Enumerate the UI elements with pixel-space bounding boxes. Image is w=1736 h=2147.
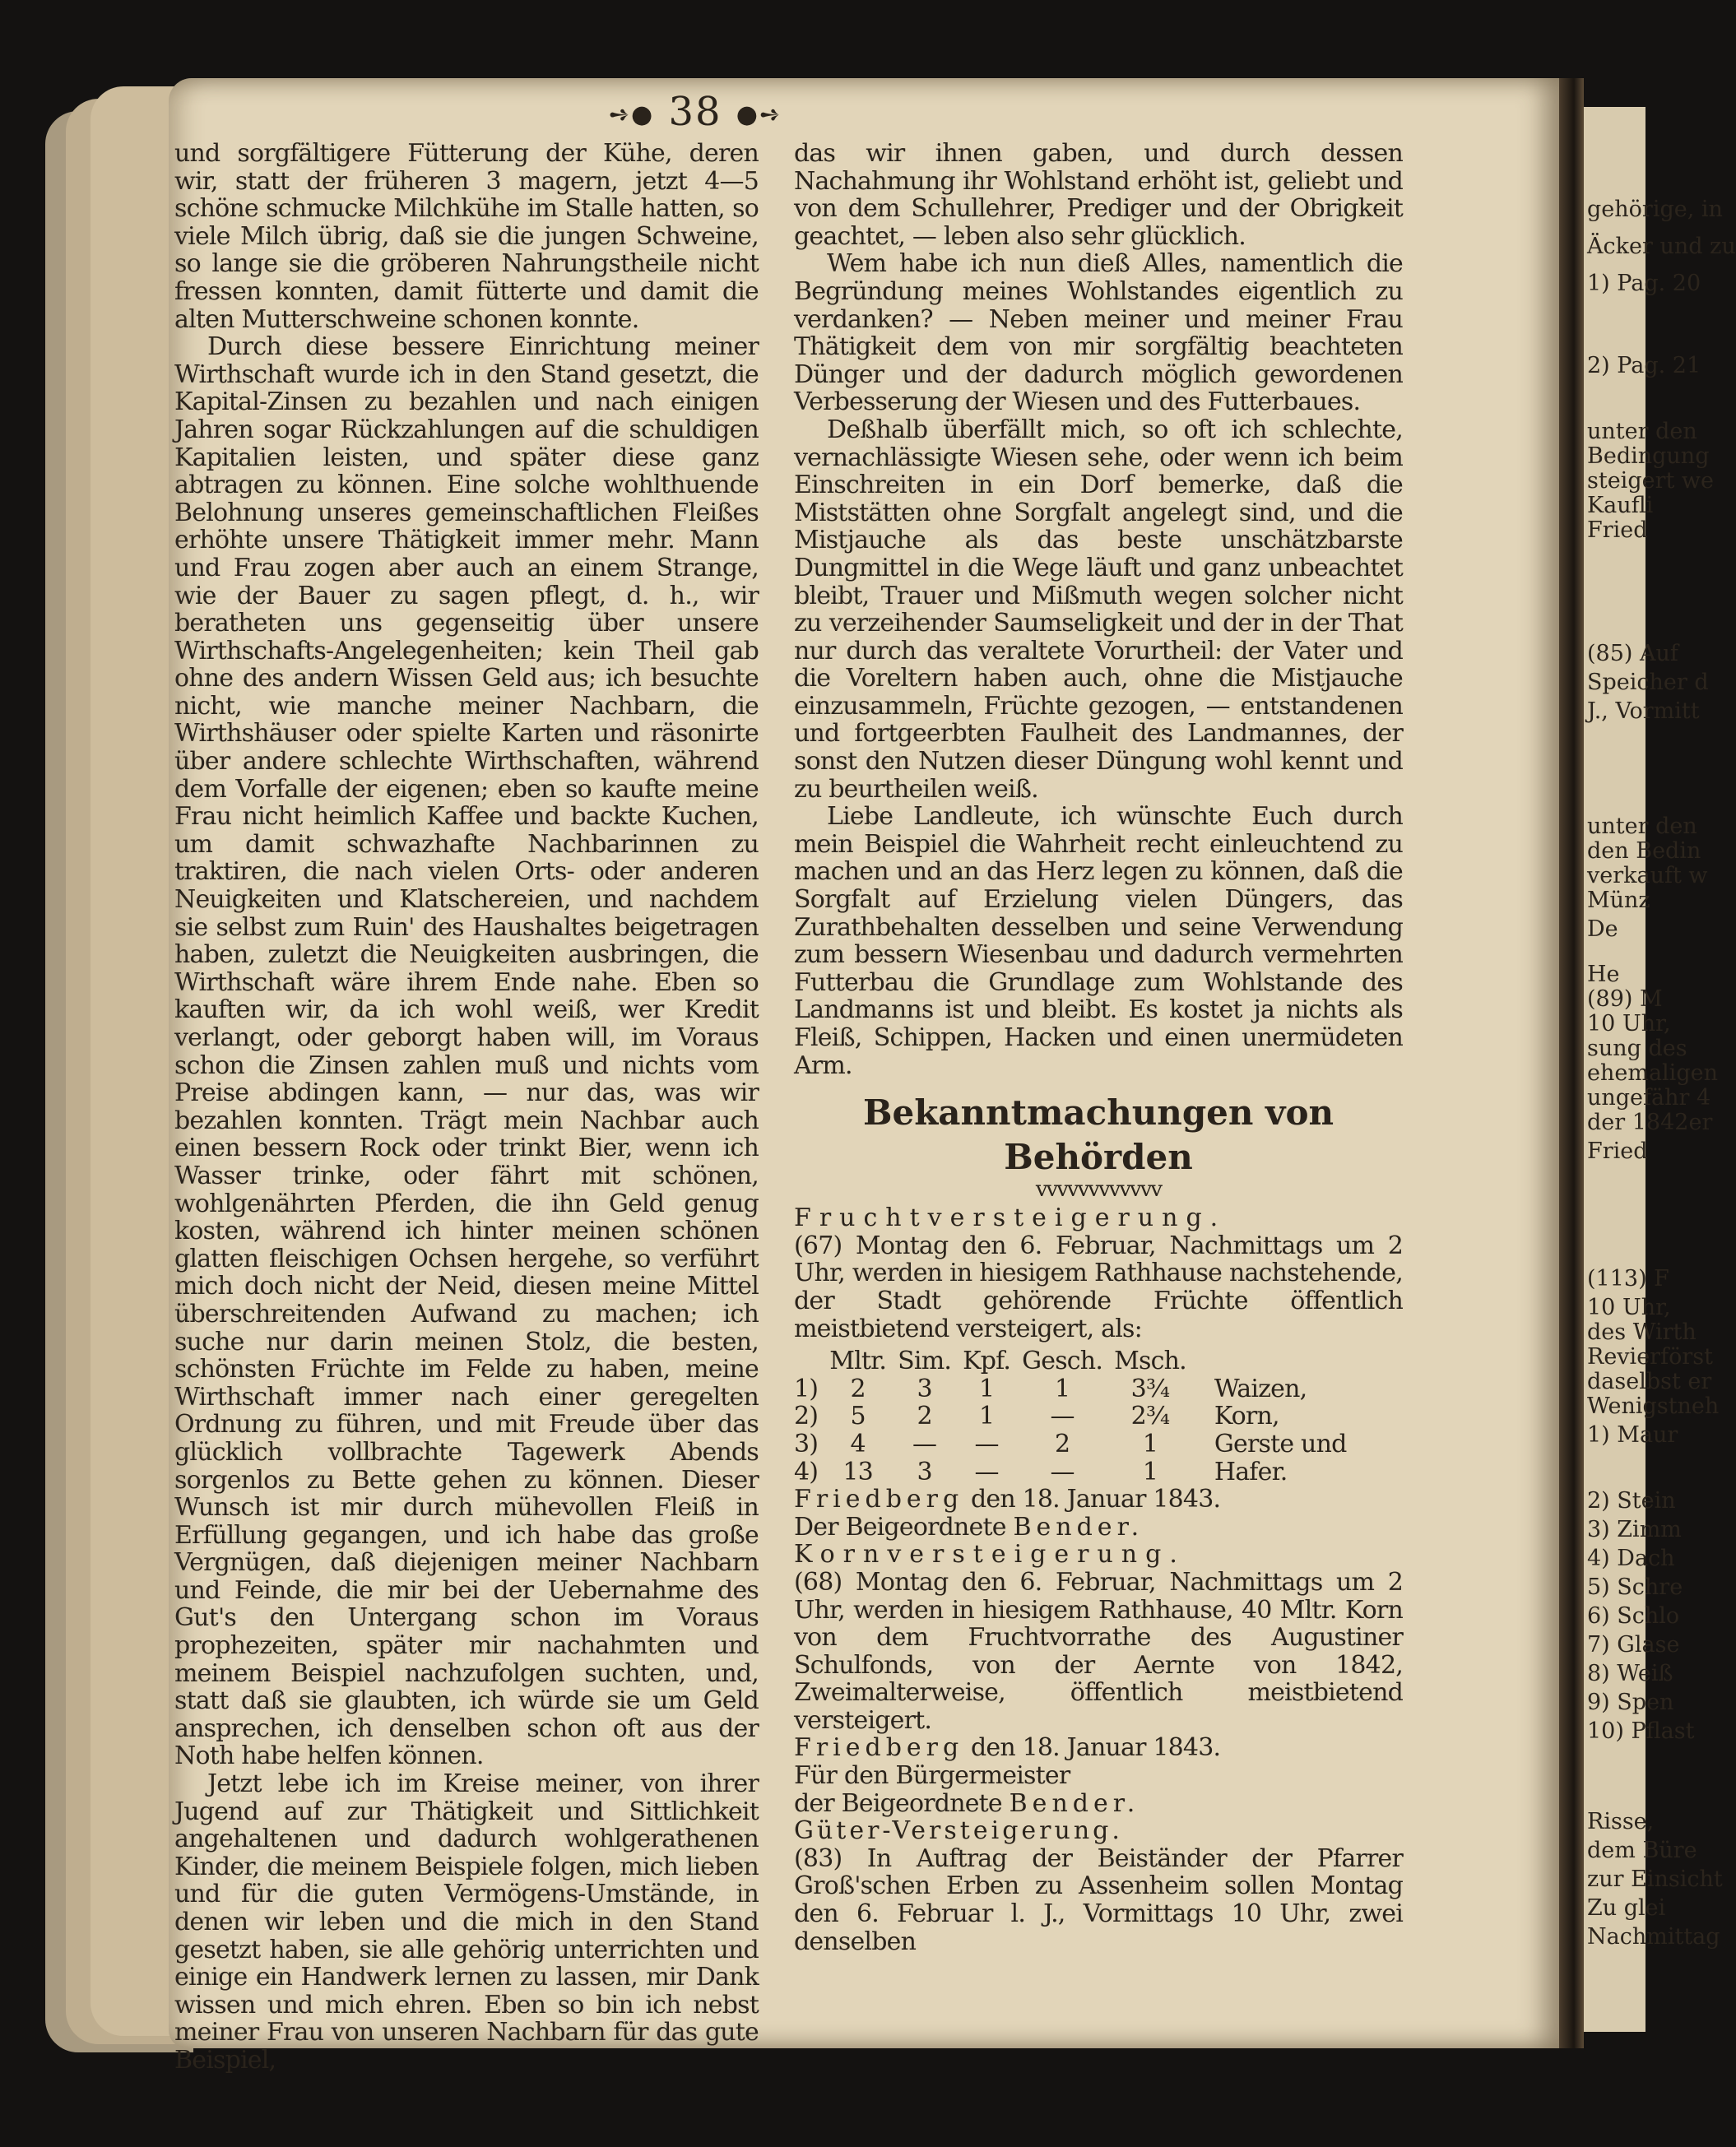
next-page-fragment: De — [1587, 916, 1618, 942]
next-page-fragment: Münz — [1587, 888, 1650, 913]
table-header-cell — [1198, 1347, 1358, 1375]
paragraph: Liebe Landleute, ich wünschte Euch durch mein Beispiel die Wahrheit recht einleuchtend zu machen und an das Herz legen zu können, daß die Sorgfalt auf Erzielung vielen Düngers, das Zurathbehalten desselben und seine Verwendung zum bessern Wiesenbau und dadurch vermehrten Futterbau die Grundlage zum Wohlstande des Landmanns ist und bleibt. Es kostet ja nichts als Fleiß, Schippen, Hacken und einen unermüdeten Arm. — [794, 802, 1403, 1080]
paragraph: Wem habe ich nun dieß Alles, namentlich die Begründung meines Wohlstandes eigentlich zu verdanken? — Neben meiner und meiner Frau Thätigkeit dem von mir sorgfältig beachteten Dünger und der dadurch möglich gewordenen Verbesserung der Wiesen und des Futterbaues. — [794, 249, 1403, 417]
next-page-fragment: 1) Maur — [1587, 1422, 1678, 1448]
next-page-fragment: steigert we — [1587, 468, 1715, 494]
next-page-fragment: Speicher d — [1587, 670, 1709, 695]
table-cell: — — [974, 1457, 999, 1486]
table-row — [794, 1375, 1358, 1403]
section-ornament: vvvvvvvvvvvv — [1035, 1177, 1162, 1203]
table-header-cell: Gesch. — [1022, 1347, 1103, 1376]
notice-text: (83) In Auftrag der Beiständer der Pfarrer Groß'schen Erben zu Assenheim sollen Montag den 6. Februar l. J., Vormittags 10 Uhr, zwei denselben — [794, 1843, 1403, 1956]
notice-text: (67) Montag den 6. Februar, Nachmittags um 2 Uhr, werden in hiesigem Rathhause nachstehende, der Stadt gehörende Früchte öffentlich meistbietend versteigert, als: — [794, 1231, 1403, 1343]
next-page-fragment: dem Büre — [1587, 1838, 1697, 1863]
table-header-cell: Msch. — [1114, 1347, 1186, 1376]
next-page-fragment: 10 Uhr, — [1587, 1295, 1671, 1320]
table-cell: 1 — [1054, 1374, 1070, 1403]
table-cell: 1 — [1142, 1429, 1158, 1458]
table-row — [794, 1458, 1358, 1486]
notice-date — [794, 1734, 1403, 1762]
table-header-cell: Kpf. — [963, 1347, 1011, 1376]
table-cell: 3¾ — [1130, 1374, 1170, 1403]
next-page-fragment: daselbst er — [1587, 1369, 1712, 1394]
next-page-fragment: Fried — [1587, 517, 1648, 543]
table-cell: 4 — [850, 1429, 866, 1458]
table-cell: 3 — [917, 1457, 932, 1486]
next-page-fragment: Zu glei — [1587, 1895, 1666, 1921]
next-page-fragment: 2) Stein — [1587, 1488, 1676, 1514]
next-page-fragment: 10) Pflast — [1587, 1718, 1695, 1744]
notice-heading: Güter-Versteigerung. — [794, 1816, 1123, 1846]
table-cell: Korn, — [1214, 1402, 1279, 1431]
next-page-fragment: 2) Pag. 21 — [1587, 353, 1701, 378]
signature-name: Bender. — [1013, 1512, 1144, 1542]
next-page-fragment: unter den — [1587, 419, 1697, 444]
grain-table — [794, 1347, 1358, 1486]
table-cell: 5 — [850, 1402, 866, 1431]
next-page-fragment: Wenigstneh — [1587, 1393, 1720, 1419]
notice-text: (68) Montag den 6. Februar, Nachmittags um 2 Uhr, werden in hiesigem Rathhause, 40 Mltr. Korn von dem Fruchtvorrathe des Augustiner Schulfonds, von der Aernte von 1842, Zweimalterweise, öffentlich meistbietend versteigert. — [794, 1567, 1403, 1735]
signature-label: Der Beigeordnete — [794, 1512, 1006, 1542]
table-header-row — [794, 1347, 1358, 1375]
table-row — [794, 1431, 1358, 1458]
next-page-fragment: (89) M — [1587, 986, 1663, 1012]
next-page-fragment: 6) Schlo — [1587, 1603, 1680, 1629]
table-cell: 1 — [1142, 1457, 1158, 1486]
next-page-fragment: He — [1587, 962, 1620, 987]
paragraph: Deßhalb überfällt mich, so oft ich schlechte, vernachlässigte Wiesen sehe, oder wenn ich beim Einschreiten in ein Dorf bemerke, daß die Miststätten ohne Sorgfalt angelegt sind, und die Mistjauche als das beste unschätzbarste Dungmittel in die Wege läuft und ganz unbeachtet bleibt, Trauer und Mißmuth wegen solcher nicht zu verzeihender Saumseligkeit und der in der That nur durch das veraltete Vorurtheil: der Vater und die Voreltern haben auch, ohne die Mistjauche einzusammeln, Früchte gezogen, — entstandenen und fortgeerbten Faulheit des Landmannes, der sonst den Nutzen dieser Düngung wohl kennt und zu beurtheilen weiß. — [794, 415, 1403, 804]
table-cell: 3 — [917, 1374, 932, 1403]
next-page-fragment: des Wirth — [1587, 1319, 1697, 1345]
paragraph: Jetzt lebe ich im Kreise meiner, von ihrer Jugend auf zur Thätigkeit und Sittlichkeit angehaltenen und dadurch wohlgerathenen Kinder, die meinem Beispiele folgen, mich lieben und für die guten Vermögens-Umstände, in denen wir leben und die mich in den Stand gesetzt haben, sie alle gehörig unterrichten und einige ein Handwerk lernen zu lassen, mir Dank wissen und mich ehren. Eben so bin ich nebst meiner Frau von unseren Nachbarn für das gute Beispiel, — [174, 1769, 759, 2075]
next-page-fragment: 1) Pag. 20 — [1587, 271, 1701, 296]
table-cell: — — [1050, 1402, 1075, 1431]
signature-label: der Beigeordnete — [794, 1788, 1002, 1818]
table-cell: — — [1050, 1457, 1075, 1486]
notice-signature — [794, 1790, 1403, 1818]
table-cell: — — [974, 1429, 999, 1458]
notice-signature-line: Für den Bürgermeister — [794, 1761, 1070, 1791]
next-page-fragment: gehörige, in — [1587, 197, 1723, 222]
next-page-fragment: ehemaligen — [1587, 1060, 1718, 1086]
date-text: den 18. Januar 1843. — [970, 1733, 1221, 1763]
table-header-cell — [794, 1347, 829, 1375]
next-page-fragment: Revierförst — [1587, 1344, 1713, 1370]
date-text: den 18. Januar 1843. — [970, 1485, 1221, 1514]
table-header-cell: Sim. — [898, 1347, 952, 1376]
table-cell: 4) — [794, 1457, 819, 1486]
table-cell: 1 — [978, 1374, 995, 1403]
next-page-fragment: Bedingung — [1587, 443, 1710, 469]
next-page-fragment: 9) Spen — [1587, 1690, 1674, 1715]
signature-name: Bender. — [1009, 1788, 1140, 1818]
next-page-fragment: 4) Dach — [1587, 1546, 1675, 1571]
next-page-fragment: 8) Weiß — [1587, 1661, 1673, 1686]
next-page-fragment: verkauft w — [1587, 863, 1708, 888]
date-place: Friedberg — [794, 1485, 964, 1514]
table-row — [794, 1403, 1358, 1431]
header-ornament-icon: ➺● — [608, 100, 655, 129]
table-cell: 1 — [978, 1402, 995, 1431]
table-cell: Gerste und — [1214, 1429, 1347, 1458]
next-page-fragment: Fried — [1587, 1138, 1648, 1164]
next-page-fragment: sung des — [1587, 1036, 1687, 1061]
table-cell: 2¾ — [1130, 1402, 1170, 1431]
table-header-cell: Mltr. — [829, 1347, 887, 1376]
next-page-fragment: zur Einsicht — [1587, 1866, 1723, 1892]
next-page-fragment: 7) Glase — [1587, 1632, 1680, 1658]
header-ornament-icon: ●➺ — [736, 100, 782, 129]
page-header — [0, 89, 1390, 135]
next-page-fragment: Kaufli — [1587, 493, 1654, 518]
notice-heading: Fruchtversteigerung. — [794, 1203, 1227, 1233]
right-column — [794, 140, 1403, 1955]
left-column — [174, 140, 759, 2075]
next-page-fragment: (85) Auf — [1587, 641, 1678, 666]
notice-date — [794, 1486, 1403, 1514]
next-page-fragment: 10 Uhr, — [1587, 1011, 1671, 1036]
next-page-fragment: ungefähr 4 — [1587, 1085, 1711, 1111]
table-cell: — — [912, 1429, 937, 1458]
table-cell: 13 — [842, 1457, 873, 1486]
paragraph: das wir ihnen gaben, und durch dessen Nachahmung ihr Wohlstand erhöht ist, geliebt und von dem Schullehrer, Prediger und der Obrigkeit geachtet, — leben also sehr glücklich. — [794, 139, 1403, 251]
next-page-fragment: der 1842er — [1587, 1110, 1713, 1135]
table-cell: 3) — [794, 1429, 819, 1458]
page-number: 38 — [668, 89, 722, 135]
table-cell: 2 — [917, 1402, 932, 1431]
table-cell: 1) — [794, 1374, 819, 1403]
next-page-fragment: 3) Zimm — [1587, 1517, 1682, 1542]
date-place: Friedberg — [794, 1733, 964, 1763]
table-cell: Waizen, — [1214, 1374, 1307, 1403]
paragraph: Durch diese bessere Einrichtung meiner Wirthschaft wurde ich in den Stand gesetzt, die Kapital-Zinsen zu bezahlen und nach einigen Jahren sogar Rückzahlungen auf die schuldigen Kapitalien leisten, und später diese ganz abtragen zu können. Eine solche wohlthuende Belohnung unseres gemeinschaftlichen Fleißes erhöhte unsere Thätigkeit immer mehr. Mann und Frau zogen aber auch an einem Strange, wie der Bauer zu sagen pflegt, d. h., wir beratheten uns gegenseitig über unsere Wirthschafts-Angelegenheiten; kein Theil gab ohne des andern Wissen Geld aus; ich besuchte nicht, wie manche meiner Nachbarn, die Wirthshäuser oder spielte Karten und räsonirte über andere schlechte Wirthschaften, während dem Vorfalle der eigenen; eben so kaufte meine Frau nicht heimlich Kaffee und backte Kuchen, um damit schwazhafte Nachbarinnen zu traktiren, die nach vielen Orts- oder anderen Neuigkeiten und Klatschereien, und nachdem sie selbst zum Ruin' des Haushaltes beigetragen haben, zuletzt die Neuigkeiten ausbringen, die Wirthschaft wäre ihrem Ende nahe. Eben so kauften wir, da ich wohl weiß, wer Kredit verlangt, oder geborgt haben will, im Voraus schon die Zinsen zahlen muß und nichts vom Preise abdingen kann, — nur das, was wir bezahlen konnten. Trägt mein Nachbar auch einen bessern Rock oder trinkt Bier, wenn ich Wasser trinke, oder fährt mit schönen, wohlgenährten Pferden, die ihn Geld genug kosten, während ich hinter meinen schönen glatten fleischigen Ochsen hergehe, so verführt mich doch nicht der Neid, diesen meine Mittel überschreitenden Aufwand zu machen; ich suche nur darin meinen Stolz, die besten, schönsten Früchte im Felde zu haben, meine Wirthschaft immer nach einer geregelten Ordnung zu führen, und mit Freude über das glücklich vollbrachte Tagewerk Abends sorgenlos zu Bette gehen zu können. Dieser Wunsch ist mir durch mühevollen Fleiß in Erfüllung gegangen, und ich habe das große Vergnügen, daß diejenigen meiner Nachbarn und Feinde, die mir bei der Uebernahme des Gut's den Untergang schon im Voraus prophezeiten, später mir nachahmten und meinem Beispiel nachzufolgen suchten, und, statt daß sie glaubten, ich würde sie um Geld ansprechen, ich denselben schon oft aus der Noth habe helfen können. — [174, 332, 759, 1771]
table-cell: 2 — [850, 1374, 866, 1403]
next-page-fragment: unter den — [1587, 814, 1697, 839]
next-page-fragment: den Bedin — [1587, 838, 1701, 864]
next-page-fragment: Risse, — [1587, 1809, 1655, 1834]
table-cell: 2 — [1054, 1429, 1070, 1458]
section-title: Bekanntmachungen von Behörden — [862, 1092, 1334, 1178]
next-page-fragment: J., Vormitt — [1587, 698, 1700, 724]
notice-heading: Kornversteigerung. — [794, 1540, 1186, 1570]
book-gutter — [1559, 78, 1584, 2048]
next-page-fragment: Äcker und zu — [1587, 234, 1736, 259]
next-page-fragment: 5) Schre — [1587, 1574, 1683, 1600]
next-page-fragment: (113) F — [1587, 1266, 1669, 1291]
next-page-fragment: Nachmittag — [1587, 1924, 1720, 1950]
next-page-edge — [1584, 107, 1736, 2032]
notice-signature — [794, 1514, 1403, 1542]
paragraph: und sorgfältigere Fütterung der Kühe, deren wir, statt der früheren 3 magern, jetzt 4—5 schöne schmucke Milchkühe im Stalle hatten, so viele Milch übrig, daß sie die jungen Schweine, so lange sie die gröberen Nahrungstheile nicht fressen konnten, damit fütterte und damit die alten Mutterschweine schonen konnte. — [174, 139, 759, 334]
table-cell: 2) — [794, 1402, 819, 1431]
table-cell: Hafer. — [1214, 1457, 1288, 1486]
